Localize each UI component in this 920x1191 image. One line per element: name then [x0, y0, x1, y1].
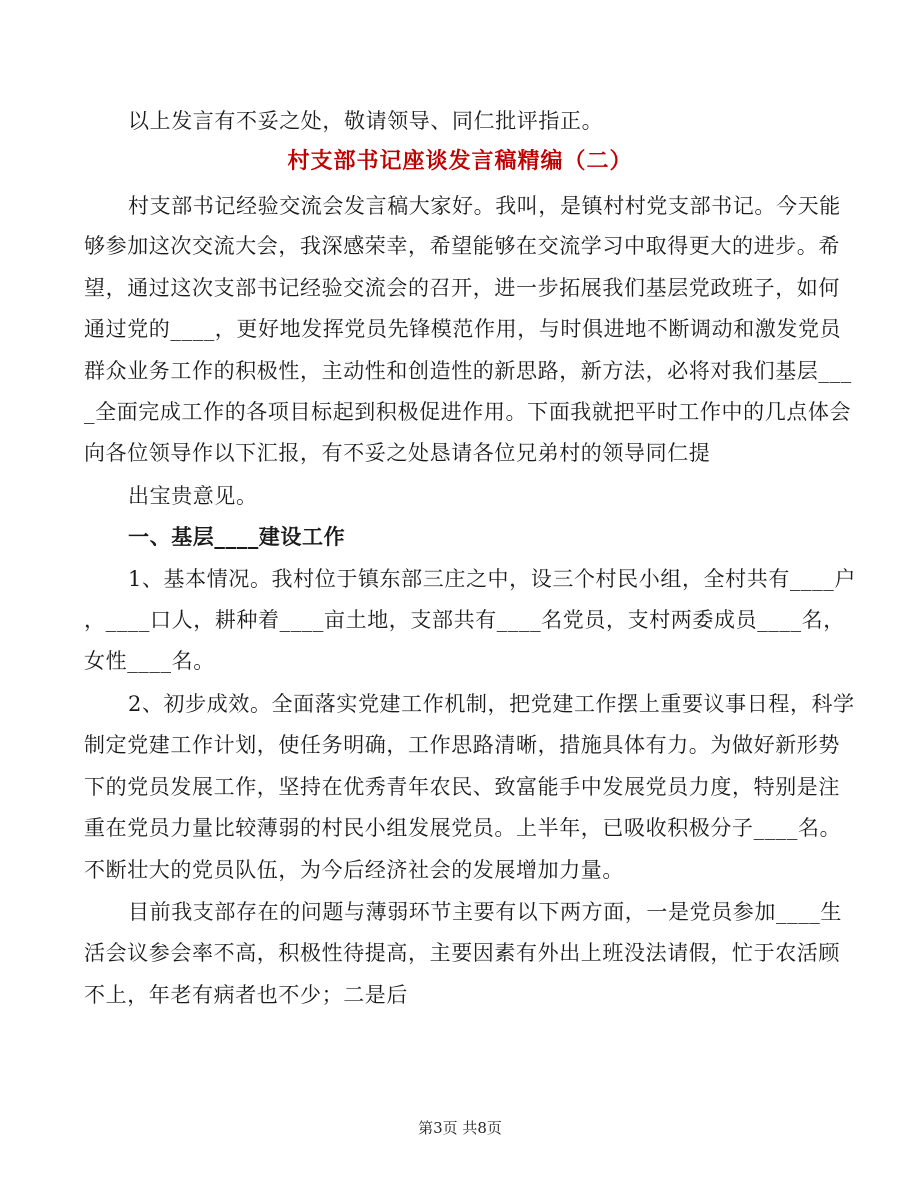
- paragraph-line: 不断壮大的党员队伍，为今后经济社会的发展增加力量。: [84, 858, 624, 882]
- section-heading: 一、基层____建设工作: [128, 524, 346, 549]
- paragraph-line: 制定党建工作计划，使任务明确，工作思路清晰，措施具体有力。为做好新形势: [84, 733, 840, 757]
- paragraph-line: 通过党的____，更好地发挥党员先锋模范作用，与时俱进地不断调动和激发党员: [84, 317, 842, 341]
- paragraph-line: 重在党员力量比较薄弱的村民小组发展党员。上半年，已吸收积极分子____名。: [84, 816, 842, 840]
- paragraph-line: 2、初步成效。全面落实党建工作机制，把党建工作摆上重要议事日程，科学: [128, 692, 855, 716]
- paragraph-line: 够参加这次交流大会，我深感荣幸，希望能够在交流学习中取得更大的进步。希: [84, 234, 840, 258]
- closing-line: 以上发言有不妥之处，敬请领导、同仁批评指正。: [128, 109, 604, 133]
- paragraph-line: 群众业务工作的积极性，主动性和创造性的新思路，新方法，必将对我们基层___: [84, 359, 852, 383]
- paragraph-line: _全面完成工作的各项目标起到积极促进作用。下面我就把平时工作中的几点体会: [84, 400, 852, 424]
- paragraph-line: 1、基本情况。我村位于镇东部三庄之中，设三个村民小组，全村共有____户: [128, 567, 856, 591]
- paragraph-line: 望，通过这次支部书记经验交流会的召开，进一步拓展我们基层党政班子，如何: [84, 276, 840, 300]
- intro-tail: 出宝贵意见。: [128, 484, 258, 508]
- paragraph-line: 目前我支部存在的问题与薄弱环节主要有以下两方面，一是党员参加____生: [128, 900, 842, 924]
- page-number: 第3页 共8页: [418, 1119, 502, 1137]
- paragraph-line: 活会议参会率不高，积极性待提高，主要因素有外出上班没法请假，忙于农活顾: [84, 941, 840, 965]
- paragraph-line: 向各位领导作以下汇报，有不妥之处恳请各位兄弟村的领导同仁提: [84, 441, 711, 465]
- paragraph-line: 不上，年老有病者也不少；二是后: [84, 983, 408, 1007]
- paragraph-line: 下的党员发展工作，坚持在优秀青年农民、致富能手中发展党员力度，特别是注: [84, 775, 840, 799]
- document-title: 村支部书记座谈发言稿精编（二）: [287, 148, 633, 174]
- paragraph-line: 村支部书记经验交流会发言稿大家好。我叫，是镇村村党支部书记。今天能: [128, 194, 841, 218]
- paragraph-line: 女性____名。: [84, 649, 215, 673]
- paragraph-line: ，____口人，耕种着____亩土地，支部共有____名党员，支村两委成员____名，: [84, 608, 845, 632]
